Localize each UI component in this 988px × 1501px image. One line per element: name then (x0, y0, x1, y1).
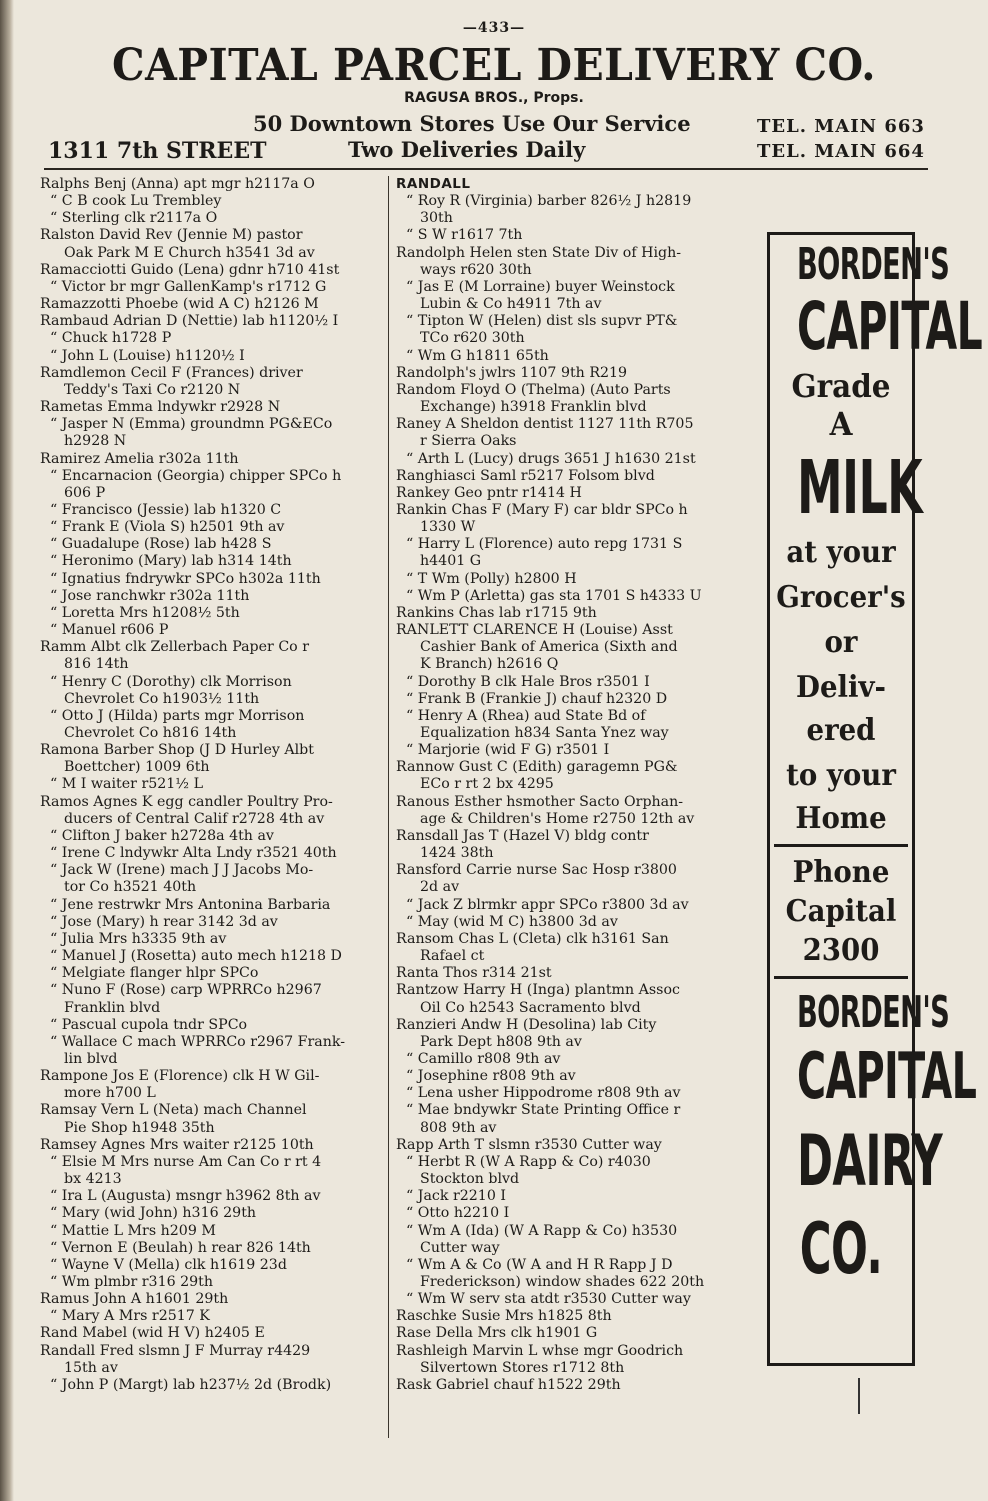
directory-entry (40, 1205, 384, 1222)
entry-line: “ Guadalupe (Rose) lab h428 S (50, 536, 272, 553)
entry-continuation: age & Children's Home r2750 12th av (420, 810, 695, 827)
entry-continuation: Chevrolet Co h1903½ 11th (64, 690, 260, 707)
entry-line: “ Mae bndywkr State Printing Office r (406, 1102, 681, 1119)
directory-entry (40, 536, 384, 553)
entry-line: Ramona Barber Shop (J D Hurley Albt (40, 742, 314, 759)
directory-entry (396, 674, 758, 691)
directory-entry (396, 931, 758, 965)
directory-entry (40, 982, 384, 1016)
directory-entry (40, 965, 384, 982)
directory-entry (396, 451, 758, 468)
directory-entry (396, 536, 758, 570)
directory-entry (396, 1291, 758, 1308)
entry-line: Rase Della Mrs clk h1901 G (396, 1325, 598, 1342)
directory-entry (396, 828, 758, 862)
directory-entry (40, 348, 384, 365)
directory-entry (40, 519, 384, 536)
directory-entry (40, 313, 384, 330)
directory-entry (396, 605, 758, 622)
entry-line: “ C B cook Lu Trembley (50, 193, 222, 210)
ad-or: or (824, 625, 858, 660)
directory-entry (396, 468, 758, 485)
ad-grocers: Grocer's (776, 580, 906, 615)
directory-entry (396, 193, 758, 227)
proprietors-line: RAGUSA BROS., Props. (404, 90, 584, 106)
directory-entry (40, 1068, 384, 1102)
directory-entry (396, 382, 758, 416)
entry-line: “ Arth L (Lucy) drugs 3651 J h1630 21st (406, 450, 696, 467)
directory-entry (396, 279, 758, 313)
page-number: —433— (462, 20, 526, 36)
entry-line: “ Henry C (Dorothy) clk Morrison (50, 673, 292, 690)
entry-line: RANLETT CLARENCE H (Louise) Asst (396, 622, 673, 639)
entry-line: “ Vernon E (Beulah) h rear 826 14th (50, 1239, 311, 1256)
ad-home: Home (795, 801, 887, 836)
header-rule (44, 168, 928, 170)
entry-line: “ Jasper N (Emma) groundmn PG&ECo (50, 416, 333, 433)
entry-line: “ Jack Z blrmkr appr SPCo r3800 3d av (406, 896, 689, 913)
entry-continuation: 2d av (420, 879, 460, 896)
directory-entry (40, 1188, 384, 1205)
directory-entry (40, 1343, 384, 1377)
ad-phone-number: 2300 (802, 933, 880, 968)
directory-entry (40, 502, 384, 519)
entry-line: Raney A Sheldon dentist 1127 11th R705 (396, 416, 694, 433)
entry-continuation: Silvertown Stores r1712 8th (420, 1359, 625, 1376)
entry-line: “ Jose (Mary) h rear 3142 3d av (50, 913, 278, 930)
entry-continuation: Boettcher) 1009 6th (64, 759, 210, 776)
entry-continuation: r Sierra Oaks (420, 433, 517, 450)
ad-deliv: Deliv- (796, 670, 886, 705)
directory-entry (396, 1188, 758, 1205)
entry-line: Rankins Chas lab r1715 9th (396, 604, 597, 621)
directory-entry (396, 245, 758, 279)
entry-line: Ransom Chas L (Cleta) clk h3161 San (396, 930, 669, 947)
borden-milk-ad (767, 232, 983, 1366)
directory-entry (396, 1017, 758, 1051)
entry-continuation: 15th av (64, 1359, 118, 1376)
entry-continuation: Exchange) h3918 Franklin blvd (420, 399, 647, 416)
directory-entry (396, 588, 758, 605)
slogan-downtown-stores: 50 Downtown Stores Use Our Service (253, 111, 691, 136)
entry-continuation: Park Dept h808 9th av (420, 1033, 582, 1050)
entry-line: “ Clifton J baker h2728a 4th av (50, 827, 274, 844)
directory-entry (40, 828, 384, 845)
directory-entry (396, 416, 758, 450)
entry-line: “ Elsie M Mrs nurse Am Can Co r rt 4 (50, 1153, 322, 1170)
directory-entry (396, 1257, 758, 1291)
directory-entry (40, 262, 384, 279)
directory-entry (40, 296, 384, 313)
directory-entry (396, 313, 758, 347)
entry-line: “ Camillo r808 9th av (406, 1050, 561, 1067)
entry-line: “ Harry L (Florence) auto repg 1731 S (406, 536, 683, 553)
ad-grade-a: Grade A (791, 367, 891, 443)
advertiser-banner: CAPITAL PARCEL DELIVERY CO. (112, 40, 876, 91)
ad-capital-2: CAPITAL (796, 1040, 977, 1114)
directory-entry (40, 227, 384, 261)
directory-entry (40, 1291, 384, 1308)
entry-line: Raschke Susie Mrs h1825 8th (396, 1308, 612, 1325)
entry-line: “ Roy R (Virginia) barber 826½ J h2819 (406, 193, 692, 210)
entry-line: Ramm Albt clk Zellerbach Paper Co r (40, 639, 310, 656)
entry-line: Rampone Jos E (Florence) clk H W Gil- (40, 1068, 320, 1085)
directory-entry (40, 622, 384, 639)
entry-line: Ramirez Amelia r302a 11th (40, 450, 239, 467)
book-spine-shadow (0, 0, 14, 1501)
entry-line: “ Pascual cupola tndr SPCo (50, 1016, 248, 1033)
entry-line: Rand Mabel (wid H V) h2405 E (40, 1325, 265, 1342)
entry-continuation: h2928 N (64, 433, 127, 450)
directory-entry (396, 1154, 758, 1188)
directory-entry (40, 1377, 384, 1394)
ad-divider-2 (774, 976, 908, 979)
entry-line: “ Wm P (Arletta) gas sta 1701 S h4333 U (406, 587, 702, 604)
directory-entry (396, 571, 758, 588)
entry-continuation: ECo r rt 2 bx 4295 (420, 776, 554, 793)
directory-entry (40, 365, 384, 399)
entry-continuation: Franklin blvd (64, 999, 161, 1016)
entry-line: “ Melgiate flanger hlpr SPCo (50, 965, 259, 982)
entry-line: Rannow Gust C (Edith) garagemn PG& (396, 759, 678, 776)
entry-line: Rambaud Adrian D (Nettie) lab h1120½ I (40, 313, 339, 330)
directory-entry (40, 416, 384, 450)
entry-line: “ Nuno F (Rose) carp WPRRCo h2967 (50, 982, 322, 999)
entry-line: “ Wm A & Co (W A and H R Rapp J D (406, 1256, 673, 1273)
entry-line: “ Jose ranchwkr r302a 11th (50, 587, 250, 604)
entry-line: “ Loretta Mrs h1208½ 5th (50, 604, 240, 621)
entry-line: Ramsay Vern L (Neta) mach Channel (40, 1102, 307, 1119)
directory-entry (396, 1085, 758, 1102)
directory-entry (396, 1223, 758, 1257)
directory-entry (40, 468, 384, 502)
entry-line: “ Frank B (Frankie J) chauf h2320 D (406, 690, 668, 707)
entry-line: “ Heronimo (Mary) lab h314 14th (50, 553, 292, 570)
entry-continuation: Stockton blvd (420, 1171, 520, 1188)
directory-entry (40, 1308, 384, 1325)
entry-line: Ransdall Jas T (Hazel V) bldg contr (396, 827, 649, 844)
entry-line: “ Jack W (Irene) mach J J Jacobs Mo- (50, 862, 314, 879)
directory-entry (396, 622, 758, 673)
entry-line: “ T Wm (Polly) h2800 H (406, 570, 577, 587)
entry-line: “ Mattie L Mrs h209 M (50, 1222, 216, 1239)
entry-continuation: ducers of Central Calif r2728 4th av (64, 810, 325, 827)
entry-continuation: lin blvd (64, 1050, 118, 1067)
directory-entry (40, 193, 384, 210)
directory-entry (40, 330, 384, 347)
directory-entry (40, 176, 384, 193)
entry-line: “ Chuck h1728 P (50, 330, 172, 347)
entry-line: “ Encarnacion (Georgia) chipper SPCo h (50, 467, 342, 484)
entry-continuation: 606 P (64, 484, 106, 501)
entry-continuation: ways r620 30th (420, 261, 532, 278)
directory-entry (396, 914, 758, 931)
entry-line: Randolph's jwlrs 1107 9th R219 (396, 364, 628, 381)
entry-continuation: bx 4213 (64, 1171, 122, 1188)
entry-line: “ Wm W serv sta atdt r3530 Cutter way (406, 1291, 691, 1308)
entry-line: Ramdlemon Cecil F (Frances) driver (40, 364, 303, 381)
entry-continuation: h4401 G (420, 553, 482, 570)
directory-entry (40, 1137, 384, 1154)
directory-entry (40, 794, 384, 828)
entry-line: “ Frank E (Viola S) h2501 9th av (50, 519, 285, 536)
ad-co: CO. (799, 1208, 883, 1290)
entry-line: “ John P (Margt) lab h237½ 2d (Brodk) (50, 1376, 332, 1393)
entry-continuation: TCo r620 30th (420, 330, 525, 347)
directory-entry (396, 759, 758, 793)
ad-tail-mark (858, 1378, 860, 1414)
entry-line: Randolph Helen sten State Div of High- (396, 244, 682, 261)
entry-continuation: Oak Park M E Church h3541 3d av (64, 244, 315, 261)
entry-line: Rankin Chas F (Mary F) car bldr SPCo h (396, 501, 688, 518)
entry-line: “ Julia Mrs h3335 9th av (50, 930, 227, 947)
entry-line: Rantzow Harry H (Inga) plantmn Assoc (396, 982, 680, 999)
directory-entry (396, 982, 758, 1016)
ad-at-your: at your (786, 535, 896, 570)
directory-entry (396, 794, 758, 828)
directory-entry (40, 1274, 384, 1291)
entry-continuation: tor Co h3521 40th (64, 879, 197, 896)
entry-line: Ranta Thos r314 21st (396, 965, 552, 982)
entry-line: “ M I waiter r521½ L (50, 776, 203, 793)
entry-line: “ Wayne V (Mella) clk h1619 23d (50, 1256, 287, 1273)
ad-to-your: to your (786, 758, 896, 793)
entry-line: “ Otto h2210 I (406, 1205, 510, 1222)
entry-continuation: Cutter way (420, 1239, 500, 1256)
directory-entry (40, 210, 384, 227)
entry-line: “ Victor br mgr GallenKamp's r1712 G (50, 278, 327, 295)
entry-continuation: 808 9th av (420, 1119, 497, 1136)
directory-entry (40, 1154, 384, 1188)
entry-line: Rashleigh Marvin L whse mgr Goodrich (396, 1342, 684, 1359)
entry-line: “ Jas E (M Lorraine) buyer Weinstock (406, 278, 675, 295)
directory-entry (396, 485, 758, 502)
directory-entry (40, 1017, 384, 1034)
directory-entry (396, 1205, 758, 1222)
directory-entry (40, 708, 384, 742)
directory-entry (40, 931, 384, 948)
entry-continuation: Oil Co h2543 Sacramento blvd (420, 999, 641, 1016)
directory-entry (40, 742, 384, 776)
entry-line: “ Lena usher Hippodrome r808 9th av (406, 1085, 681, 1102)
entry-continuation: Teddy's Taxi Co r2120 N (64, 381, 241, 398)
entry-continuation: Rafael ct (420, 948, 485, 965)
entry-line: “ Irene C lndywkr Alta Lndy r3521 40th (50, 845, 337, 862)
entry-line: “ Mary (wid John) h316 29th (50, 1205, 257, 1222)
ad-ered: ered (806, 713, 876, 748)
directory-entry (396, 365, 758, 382)
entry-line: “ Wm G h1811 65th (406, 347, 549, 364)
entry-line: Ranous Esther hsmother Sacto Orphan- (396, 793, 684, 810)
directory-entry (40, 674, 384, 708)
entry-line: “ Jene restrwkr Mrs Antonina Barbaria (50, 896, 331, 913)
directory-entry (396, 1308, 758, 1325)
directory-entry (40, 588, 384, 605)
directory-entry (396, 691, 758, 708)
directory-entry (40, 1325, 384, 1342)
entry-line: “ Manuel J (Rosetta) auto mech h1218 D (50, 948, 342, 965)
entry-line: Ralston David Rev (Jennie M) pastor (40, 227, 303, 244)
entry-line: “ Otto J (Hilda) parts mgr Morrison (50, 707, 305, 724)
entry-line: Rankey Geo pntr r1414 H (396, 484, 582, 501)
entry-line: Ranzieri Andw H (Desolina) lab City (396, 1016, 657, 1033)
directory-entry (40, 605, 384, 622)
entry-line: Ramacciotti Guido (Lena) gdnr h710 41st (40, 261, 340, 278)
directory-entry (40, 279, 384, 296)
ad-capital: CAPITAL (796, 288, 983, 365)
ad-dairy: DAIRY (796, 1120, 943, 1202)
directory-entry (40, 639, 384, 673)
entry-line: “ Marjorie (wid F G) r3501 I (406, 742, 610, 759)
entry-line: “ May (wid M C) h3800 3d av (406, 913, 618, 930)
directory-entry (40, 862, 384, 896)
directory-entry (40, 451, 384, 468)
directory-entry (396, 897, 758, 914)
entry-line: Ralphs Benj (Anna) apt mgr h2117a O (40, 176, 315, 192)
entry-line: “ Mary A Mrs r2517 K (50, 1308, 210, 1325)
ad-divider-1 (774, 844, 908, 847)
entry-line: “ Henry A (Rhea) aud State Bd of (406, 707, 646, 724)
entry-line: “ Manuel r606 P (50, 622, 169, 639)
telephone-2: TEL. MAIN 664 (757, 141, 925, 162)
directory-entry (40, 1102, 384, 1136)
directory-entry (396, 742, 758, 759)
entry-line: Ramos Agnes K egg candler Poultry Pro- (40, 793, 333, 810)
ad-milk: MILK (796, 445, 923, 531)
entry-continuation: Equalization h834 Santa Ynez way (420, 725, 669, 741)
entry-line: Random Floyd O (Thelma) (Auto Parts (396, 381, 671, 398)
entry-line: “ Sterling clk r2117a O (50, 210, 218, 227)
directory-entry (396, 1068, 758, 1085)
column-divider (388, 176, 389, 1438)
directory-entry (396, 965, 758, 982)
directory-entry (396, 1102, 758, 1136)
entry-line: Ranghiasci Saml r5217 Folsom blvd (396, 467, 655, 484)
directory-entry (396, 862, 758, 896)
directory-entry (396, 1325, 758, 1342)
entry-line: “ Dorothy B clk Hale Bros r3501 I (406, 673, 650, 690)
listing-column-left (40, 176, 384, 1394)
directory-entry (40, 914, 384, 931)
entry-line: “ Wm A (Ida) (W A Rapp & Co) h3530 (406, 1222, 678, 1239)
entry-continuation: 816 14th (64, 656, 129, 673)
directory-entry (40, 553, 384, 570)
directory-entry (40, 1223, 384, 1240)
directory-entry (40, 897, 384, 914)
entry-line: “ John L (Louise) h1120½ I (50, 347, 245, 364)
entry-continuation: 1424 38th (420, 845, 494, 862)
entry-line: “ Wm plmbr r316 29th (50, 1274, 214, 1290)
entry-continuation: Pie Shop h1948 35th (64, 1119, 215, 1136)
directory-entry (396, 502, 758, 536)
entry-continuation: Chevrolet Co h816 14th (64, 725, 237, 741)
entry-line: Rametas Emma lndywkr r2928 N (40, 399, 281, 416)
directory-entry (396, 1343, 758, 1377)
directory-entry (396, 176, 758, 193)
entry-continuation: K Branch) h2616 Q (420, 656, 559, 673)
directory-entry (396, 1137, 758, 1154)
directory-entry (40, 1240, 384, 1257)
ad-brand: BORDEN'S (796, 239, 950, 290)
directory-entry (40, 399, 384, 416)
directory-entry (40, 571, 384, 588)
directory-entry (40, 948, 384, 965)
entry-line: “ Wallace C mach WPRRCo r2967 Frank- (50, 1033, 345, 1050)
entry-continuation: Cashier Bank of America (Sixth and (420, 639, 678, 656)
directory-entry (396, 1051, 758, 1068)
entry-continuation: Frederickson) window shades 622 20th (420, 1274, 705, 1290)
entry-continuation: Lubin & Co h4911 7th av (420, 296, 602, 313)
directory-entry (396, 348, 758, 365)
entry-line: Ramazzotti Phoebe (wid A C) h2126 M (40, 296, 319, 313)
entry-line: Ramsey Agnes Mrs waiter r2125 10th (40, 1136, 314, 1153)
listing-column-middle (396, 176, 758, 1394)
directory-entry (396, 1377, 758, 1394)
entry-line: “ Tipton W (Helen) dist sls supvr PT& (406, 313, 678, 330)
directory-entry (40, 845, 384, 862)
entry-line: Ramus John A h1601 29th (40, 1291, 229, 1308)
directory-entry (40, 776, 384, 793)
entry-continuation: 30th (420, 210, 453, 227)
advertiser-address: 1311 7th STREET (48, 138, 267, 164)
telephone-1: TEL. MAIN 663 (757, 116, 925, 137)
entry-line: “ Francisco (Jessie) lab h1320 C (50, 501, 282, 518)
entry-line: “ Josephine r808 9th av (406, 1068, 576, 1085)
entry-line: Rapp Arth T slsmn r3530 Cutter way (396, 1136, 662, 1153)
directory-entry (40, 1257, 384, 1274)
directory-entry (396, 227, 758, 244)
directory-entry (40, 1034, 384, 1068)
entry-continuation: 1330 W (420, 519, 476, 536)
entry-line: “ Jack r2210 I (406, 1188, 506, 1205)
entry-line: “ S W r1617 7th (406, 227, 523, 244)
ad-brand-2: BORDEN'S (796, 987, 950, 1038)
entry-line: “ Ira L (Augusta) msngr h3962 8th av (50, 1188, 321, 1205)
directory-entry (396, 708, 758, 742)
entry-line: Rask Gabriel chauf h1522 29th (396, 1376, 621, 1393)
slogan-two-deliveries: Two Deliveries Daily (348, 137, 586, 162)
entry-line: “ Herbt R (W A Rapp & Co) r4030 (406, 1153, 651, 1170)
entry-line: Ransford Carrie nurse Sac Hosp r3800 (396, 862, 677, 879)
entry-line: Randall Fred slsmn J F Murray r4429 (40, 1342, 311, 1359)
entry-continuation: more h700 L (64, 1085, 156, 1102)
entry-line: “ Ignatius fndrywkr SPCo h302a 11th (50, 570, 321, 587)
ad-phone: Phone (792, 855, 890, 890)
ad-phone-exchange: Capital (785, 894, 897, 929)
entry-line: RANDALL (396, 176, 471, 192)
